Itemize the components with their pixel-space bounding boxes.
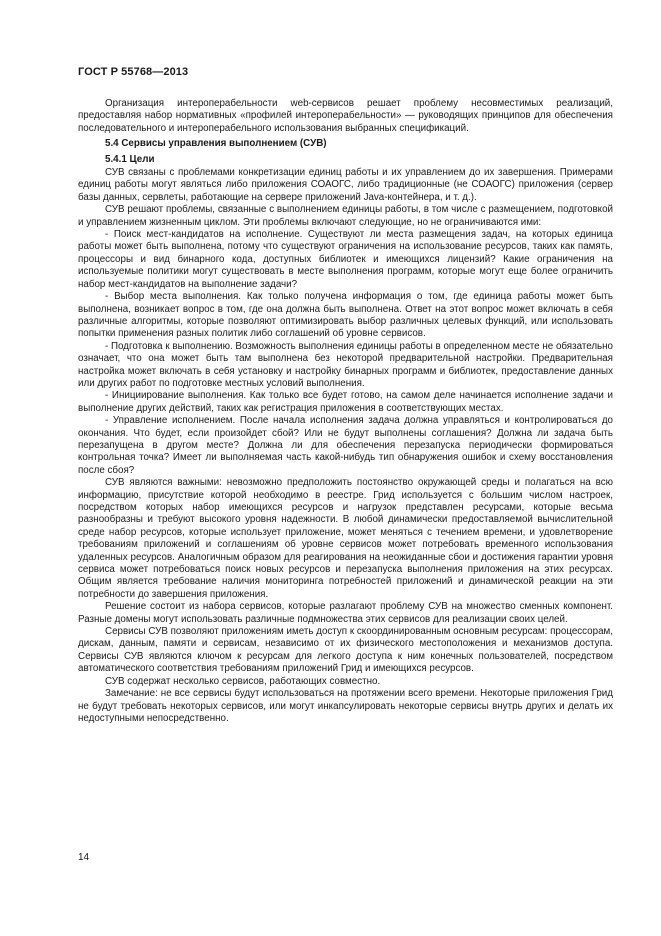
paragraph: Решение состоит из набора сервисов, которые разлагают проблему СУВ на множество сменных компонент. Разные домены могут использовать различные подмножества этих сервисов для реализации своих целей. — [78, 601, 613, 625]
paragraph: СУВ являются важными: невозможно предположить постоянство окружающей среды и полагаться на всю информацию, присутствие которой необходимо в реестре. Грид используется с большим числом настроек, посредством которых набор имеющихся ресурсов и нагрузок представлен ресурсами, которые весьма разнообразны и требуют высокого уровня надежности. В любой динамически предоставляемой вычислительной среде набор ресурсов, которые использует приложение, может меняться с течением времени, и удовлетворение требованиям приложений и соглашениям об уровне сервисов может потребовать временного использования удаленных ресурсов. Аналогичным образом для реагирования на неожиданные сбои и достижения гарантии уровня сервиса может потребоваться поиск новых ресурсов и перезапуска выполнения приложения на этих ресурсах. Общим является требование наличия мониторинга потребностей приложений и динамической реакции на эти потребности до завершения приложения. — [78, 477, 613, 600]
section-heading: 5.4 Сервисы управления выполнением (СУВ) — [105, 138, 327, 150]
bullet-item: - Выбор места выполнения. Как только получена информация о том, где единица работы может быть выполнена, возникает вопрос в том, где она должна быть выполнена. Ответ на этот вопрос может включать в себя различные алгоритмы, которые позволяют оптимизировать выбор различных целевых функций, или использовать попытки применения разных политик либо соглашений об уровне сервисов. — [78, 291, 613, 340]
paragraph: Сервисы СУВ позволяют приложениям иметь доступ к скоординированным основным ресурсам: процессорам, дискам, данным, памяти и сервисам, независимо от их физического местоположения и механизмов доступа. Сервисы СУВ являются ключом к ресурсам для легкого доступа к ним конечных пользователей, посредством автоматического соответствия требованиям приложений Грид и имеющихся ресурсов. — [78, 626, 613, 675]
paragraph: СУВ содержат несколько сервисов, работающих совместно. — [105, 675, 381, 687]
paragraph: СУВ связаны с проблемами конкретизации единиц работы и их управлением до их завершения. Примерами единиц работы могут являться либо приложения СОАОГС, либо традиционные (не СОАОГС) приложения (сервер базы данных, сервлеты, работающие на сервере приложений Java-контейнера, и т. д.). — [78, 167, 613, 203]
bullet-item: - Подготовка к выполнению. Возможность выполнения единицы работы в определенном месте не обязательно означает, что она может быть там выполнена без некоторой предварительной настройки. Предварительная настройка может включать в себя установку и настройку бинарных программ и библиотек, предоставление данных или других работ по подготовке местных условий выполнения. — [78, 340, 613, 389]
document-body — [78, 98, 613, 725]
paragraph: СУВ решают проблемы, связанные с выполнением единицы работы, в том числе с размещением, подготовкой и управлением жизненным циклом. Эти проблемы включают следующие, но не ограничиваются ими: — [78, 204, 613, 228]
paragraph: Замечание: не все сервисы будут использоваться на протяжении всего времени. Некоторые приложения Грид не будут требовать некоторых сервисов, или могут инкапсулировать некоторые сервисы внутрь других и делать их недоступными непосредственно. — [78, 688, 613, 724]
bullet-item: - Инициирование выполнения. Как только все будет готово, на самом деле начинается исполнение задачи и выполнение других действий, таких как регистрация приложения в соответствующих местах. — [78, 390, 613, 414]
bullet-item: - Управление исполнением. После начала исполнения задача должна управляться и контролироваться до окончания. Что будет, если произойдет сбой? Или не будут выполнены соглашения? Должна ли задача быть перезапущена в другом месте? Должна ли для обеспечения перезапуска периодически формироваться контрольная точка? Имеет ли выполняемая часть какой-нибудь тип обнаружения ошибок и схему восстановления после сбоя? — [78, 415, 613, 476]
document-header: ГОСТ Р 55768—2013 — [78, 66, 189, 78]
intro-paragraph: Организация интероперабельности web-сервисов решает проблему несовместимых реализаций, предоставляя набор нормативных «профилей интероперабельности» — руководящих принципов для обеспечения последовательного и интероперабельного использования выбранных спецификаций. — [78, 98, 613, 134]
bullet-item: - Поиск мест-кандидатов на исполнение. Существуют ли места размещения задач, на которых единица работы может быть выполнена, потому что существуют ограничения на использование ресурсов, таких как память, процессоры и вид бинарного кода, доступных библиотек и имеющихся лицензий? Какие ограничения на используемые политики могут существовать в месте выполнения программ, которые могут еще более ограничить набор мест-кандидатов на выполнение задачи? — [78, 229, 613, 290]
page-number: 14 — [78, 852, 90, 863]
subsection-heading: 5.4.1 Цели — [105, 153, 155, 165]
